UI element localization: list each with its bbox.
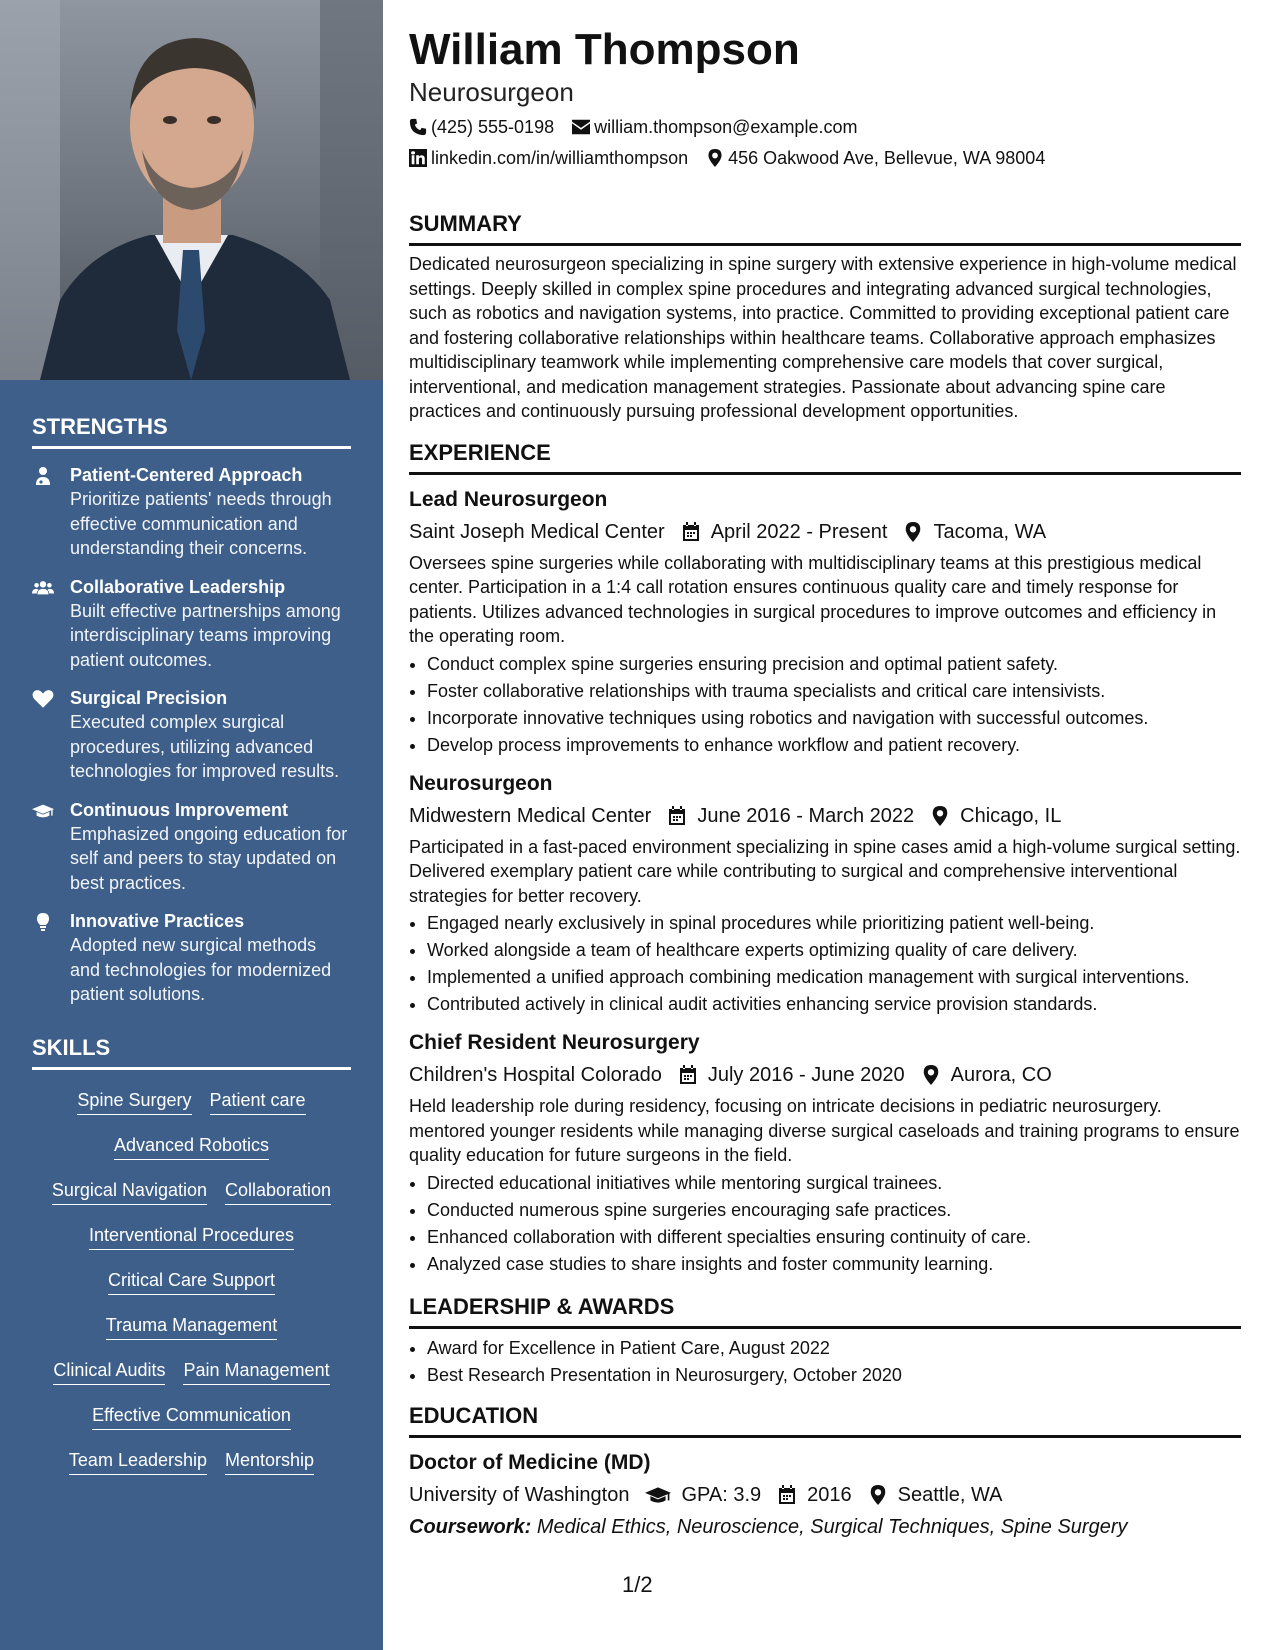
job-bullet: • Worked alongside a team of healthcare experts optimizing quality of care delivery. — [427, 937, 1241, 964]
envelope-icon — [572, 118, 590, 136]
awards-heading: LEADERSHIP & AWARDS — [409, 1294, 1241, 1329]
linkedin-contact[interactable] — [409, 147, 688, 169]
email-text[interactable]: william.thompson@example.com — [594, 117, 858, 137]
job-dates: April 2022 - Present — [710, 520, 888, 543]
job-description: Participated in a fast-paced environment specializing in spine cases amid a high-volume surgical setting. Delivered exemplary patient care while contributing to surgical and comprehensive interventional strategies for better recovery. — [409, 836, 1241, 906]
strength-item — [32, 909, 351, 1007]
phone-contact — [409, 116, 554, 138]
main-content — [409, 0, 1241, 1540]
job-description: Held leadership role during residency, focusing on intricate decisions in pediatric neurosurgery. mentored younger residents while managing diverse surgical caseloads and training programs to ensure quality education for future surgeons in the field. — [409, 1096, 1240, 1165]
map-marker-icon — [930, 806, 950, 826]
phone-icon — [409, 118, 427, 136]
skill-tag: Surgical Navigation — [52, 1178, 207, 1205]
address-contact — [706, 147, 1045, 169]
lightbulb-icon — [32, 912, 54, 932]
strength-desc: Prioritize patients' needs through effective communication and understanding their concerns. — [70, 489, 332, 558]
job-bullet: • Analyzed case studies to share insights and foster community learning. — [427, 1251, 1241, 1278]
phone-text: (425) 555-0198 — [431, 117, 555, 137]
job-title: Neurosurgeon — [409, 771, 553, 795]
job-org: Saint Joseph Medical Center — [409, 520, 665, 543]
skills-list — [32, 1088, 351, 1475]
candidate-role: Neurosurgeon — [409, 77, 574, 107]
portrait-illustration — [0, 0, 383, 380]
calendar-icon — [667, 806, 687, 826]
skill-tag: Effective Communication — [92, 1403, 291, 1430]
summary-text: Dedicated neurosurgeon specializing in spine surgery with extensive experience in high-volume medical settings. Deeply skilled in complex spine procedures and integrating advanced surgical technologies, such as robotics and navigation systems, into practice. Committed to providing exceptional patient care and fostering collaborative relationships within healthcare teams. Collaborative approach emphasizes multidisciplinary teamwork while implementing comprehensive care models that cover surgical, interventional, and medication management strategies. Passionate about advancing spine care practices and continuously pursuing professional development opportunities. — [409, 254, 1237, 421]
job-bullet: • Directed educational initiatives while mentoring surgical trainees. — [427, 1170, 1241, 1197]
calendar-icon — [681, 522, 701, 542]
candidate-name: William Thompson — [409, 25, 800, 74]
skills-heading: SKILLS — [32, 1035, 351, 1070]
strength-title: Surgical Precision — [70, 688, 228, 708]
strength-item — [32, 463, 351, 561]
job-description: Oversees spine surgeries while collaborating with multidisciplinary teams at this prestigious medical center. Participation in a 1:4 call rotation ensures continuous quality care and timely response for patients. Utilizes advanced technologies in surgical procedures to improve outcomes and efficiency in the operating room. — [409, 552, 1217, 646]
summary-heading: SUMMARY — [409, 211, 1241, 246]
job-org: Children's Hospital Colorado — [409, 1064, 662, 1086]
job-dates: June 2016 - March 2022 — [697, 804, 915, 827]
strength-title: Patient-Centered Approach — [70, 465, 303, 485]
job-title: Chief Resident Neurosurgery — [409, 1031, 700, 1054]
address-text: 456 Oakwood Ave, Bellevue, WA 98004 — [728, 148, 1046, 168]
coursework-label: Coursework: — [409, 1515, 532, 1538]
job-entry — [409, 487, 1241, 759]
linkedin-icon — [409, 149, 427, 167]
job-bullets — [409, 651, 1241, 759]
strength-title: Collaborative Leadership — [70, 576, 286, 597]
job-bullet: • Foster collaborative relationships with trauma specialists and critical care intensivists. — [427, 678, 1241, 705]
page-number: 1/2 — [622, 1572, 653, 1597]
job-title: Lead Neurosurgeon — [409, 487, 608, 511]
heart-icon — [32, 689, 54, 709]
linkedin-text[interactable]: linkedin.com/in/williamthompson — [431, 148, 689, 168]
strength-item — [32, 575, 351, 673]
job-entry — [409, 1030, 1241, 1278]
skill-tag: Advanced Robotics — [114, 1133, 269, 1160]
education-meta — [409, 1482, 1241, 1508]
coursework-text: Medical Ethics, Neuroscience, Surgical Techniques, Spine Surgery — [536, 1515, 1128, 1538]
map-marker-icon — [921, 1065, 941, 1085]
school-name: University of Washington — [409, 1483, 630, 1506]
skill-tag: Spine Surgery — [77, 1088, 191, 1115]
coursework — [409, 1514, 1241, 1540]
job-entry — [409, 771, 1241, 1019]
job-bullets — [409, 910, 1241, 1018]
strength-desc: Emphasized ongoing education for self and peers to stay updated on best practices. — [70, 823, 348, 893]
education-heading: EDUCATION — [409, 1403, 1241, 1438]
school-location: Seattle, WA — [897, 1483, 1003, 1506]
strength-desc: Adopted new surgical methods and technologies for modernized patient solutions. — [70, 935, 332, 1004]
skill-tag: Critical Care Support — [108, 1268, 275, 1295]
strength-item — [32, 686, 351, 784]
job-bullet: • Engaged nearly exclusively in spinal procedures while prioritizing patient well-being. — [427, 910, 1241, 937]
contact-row — [409, 147, 1241, 169]
job-location: Aurora, CO — [950, 1064, 1052, 1086]
job-dates: July 2016 - June 2020 — [707, 1064, 905, 1086]
map-marker-icon — [903, 522, 923, 542]
job-bullet: • Conducted numerous spine surgeries encouraging safe practices. — [427, 1197, 1241, 1224]
strength-title: Innovative Practices — [70, 911, 245, 931]
job-bullet: • Contributed actively in clinical audit activities enhancing service provision standards. — [427, 991, 1241, 1018]
job-location: Tacoma, WA — [933, 520, 1047, 543]
skill-tag: Team Leadership — [69, 1448, 207, 1475]
award-item: • Award for Excellence in Patient Care, August 2022 — [427, 1335, 1241, 1362]
skill-tag: Patient care — [210, 1088, 306, 1115]
experience-heading: EXPERIENCE — [409, 440, 1241, 475]
strength-desc: Built effective partnerships among interdisciplinary teams improving patient outcomes. — [70, 600, 341, 670]
skill-tag: Mentorship — [225, 1448, 314, 1475]
profile-photo — [0, 0, 383, 380]
job-bullet: • Conduct complex spine surgeries ensuring precision and optimal patient safety. — [427, 651, 1241, 678]
job-location: Chicago, IL — [960, 804, 1062, 827]
email-contact[interactable] — [572, 116, 857, 138]
sidebar — [0, 0, 383, 1650]
skill-tag: Pain Management — [183, 1358, 329, 1385]
map-marker-icon — [706, 149, 724, 167]
awards-list — [409, 1335, 1241, 1389]
calendar-icon — [678, 1065, 698, 1085]
strength-item — [32, 798, 351, 896]
skill-tag: Interventional Procedures — [89, 1223, 294, 1250]
strength-title: Continuous Improvement — [70, 799, 289, 820]
contact-row — [409, 116, 1241, 138]
user-doctor-icon — [32, 466, 54, 486]
job-bullets — [409, 1170, 1241, 1278]
degree-title: Doctor of Medicine (MD) — [409, 1450, 651, 1474]
award-item: • Best Research Presentation in Neurosurgery, October 2020 — [427, 1362, 1241, 1389]
skill-tag: Clinical Audits — [53, 1358, 165, 1385]
strengths-heading: STRENGTHS — [32, 414, 351, 449]
gpa: GPA: 3.9 — [681, 1483, 762, 1506]
job-bullet: • Develop process improvements to enhance workflow and patient recovery. — [427, 732, 1241, 759]
map-marker-icon — [868, 1485, 888, 1505]
job-bullet: • Incorporate innovative techniques using robotics and navigation with successful outcomes. — [427, 705, 1241, 732]
graduation-cap-icon — [645, 1485, 671, 1505]
job-meta — [409, 803, 1241, 829]
job-meta — [409, 519, 1241, 545]
graduation-year: 2016 — [807, 1483, 852, 1506]
job-bullet: • Implemented a unified approach combining medication management with surgical interventions. — [427, 964, 1241, 991]
skill-tag: Trauma Management — [106, 1313, 277, 1340]
calendar-icon — [777, 1485, 797, 1505]
strength-desc: Executed complex surgical procedures, utilizing advanced technologies for improved results. — [70, 712, 340, 781]
users-icon — [32, 578, 54, 598]
job-org: Midwestern Medical Center — [409, 804, 652, 827]
job-meta — [409, 1062, 1241, 1088]
skill-tag: Collaboration — [225, 1178, 331, 1205]
graduation-cap-icon — [32, 801, 54, 821]
job-bullet: • Enhanced collaboration with different specialties ensuring continuity of care. — [427, 1224, 1241, 1251]
